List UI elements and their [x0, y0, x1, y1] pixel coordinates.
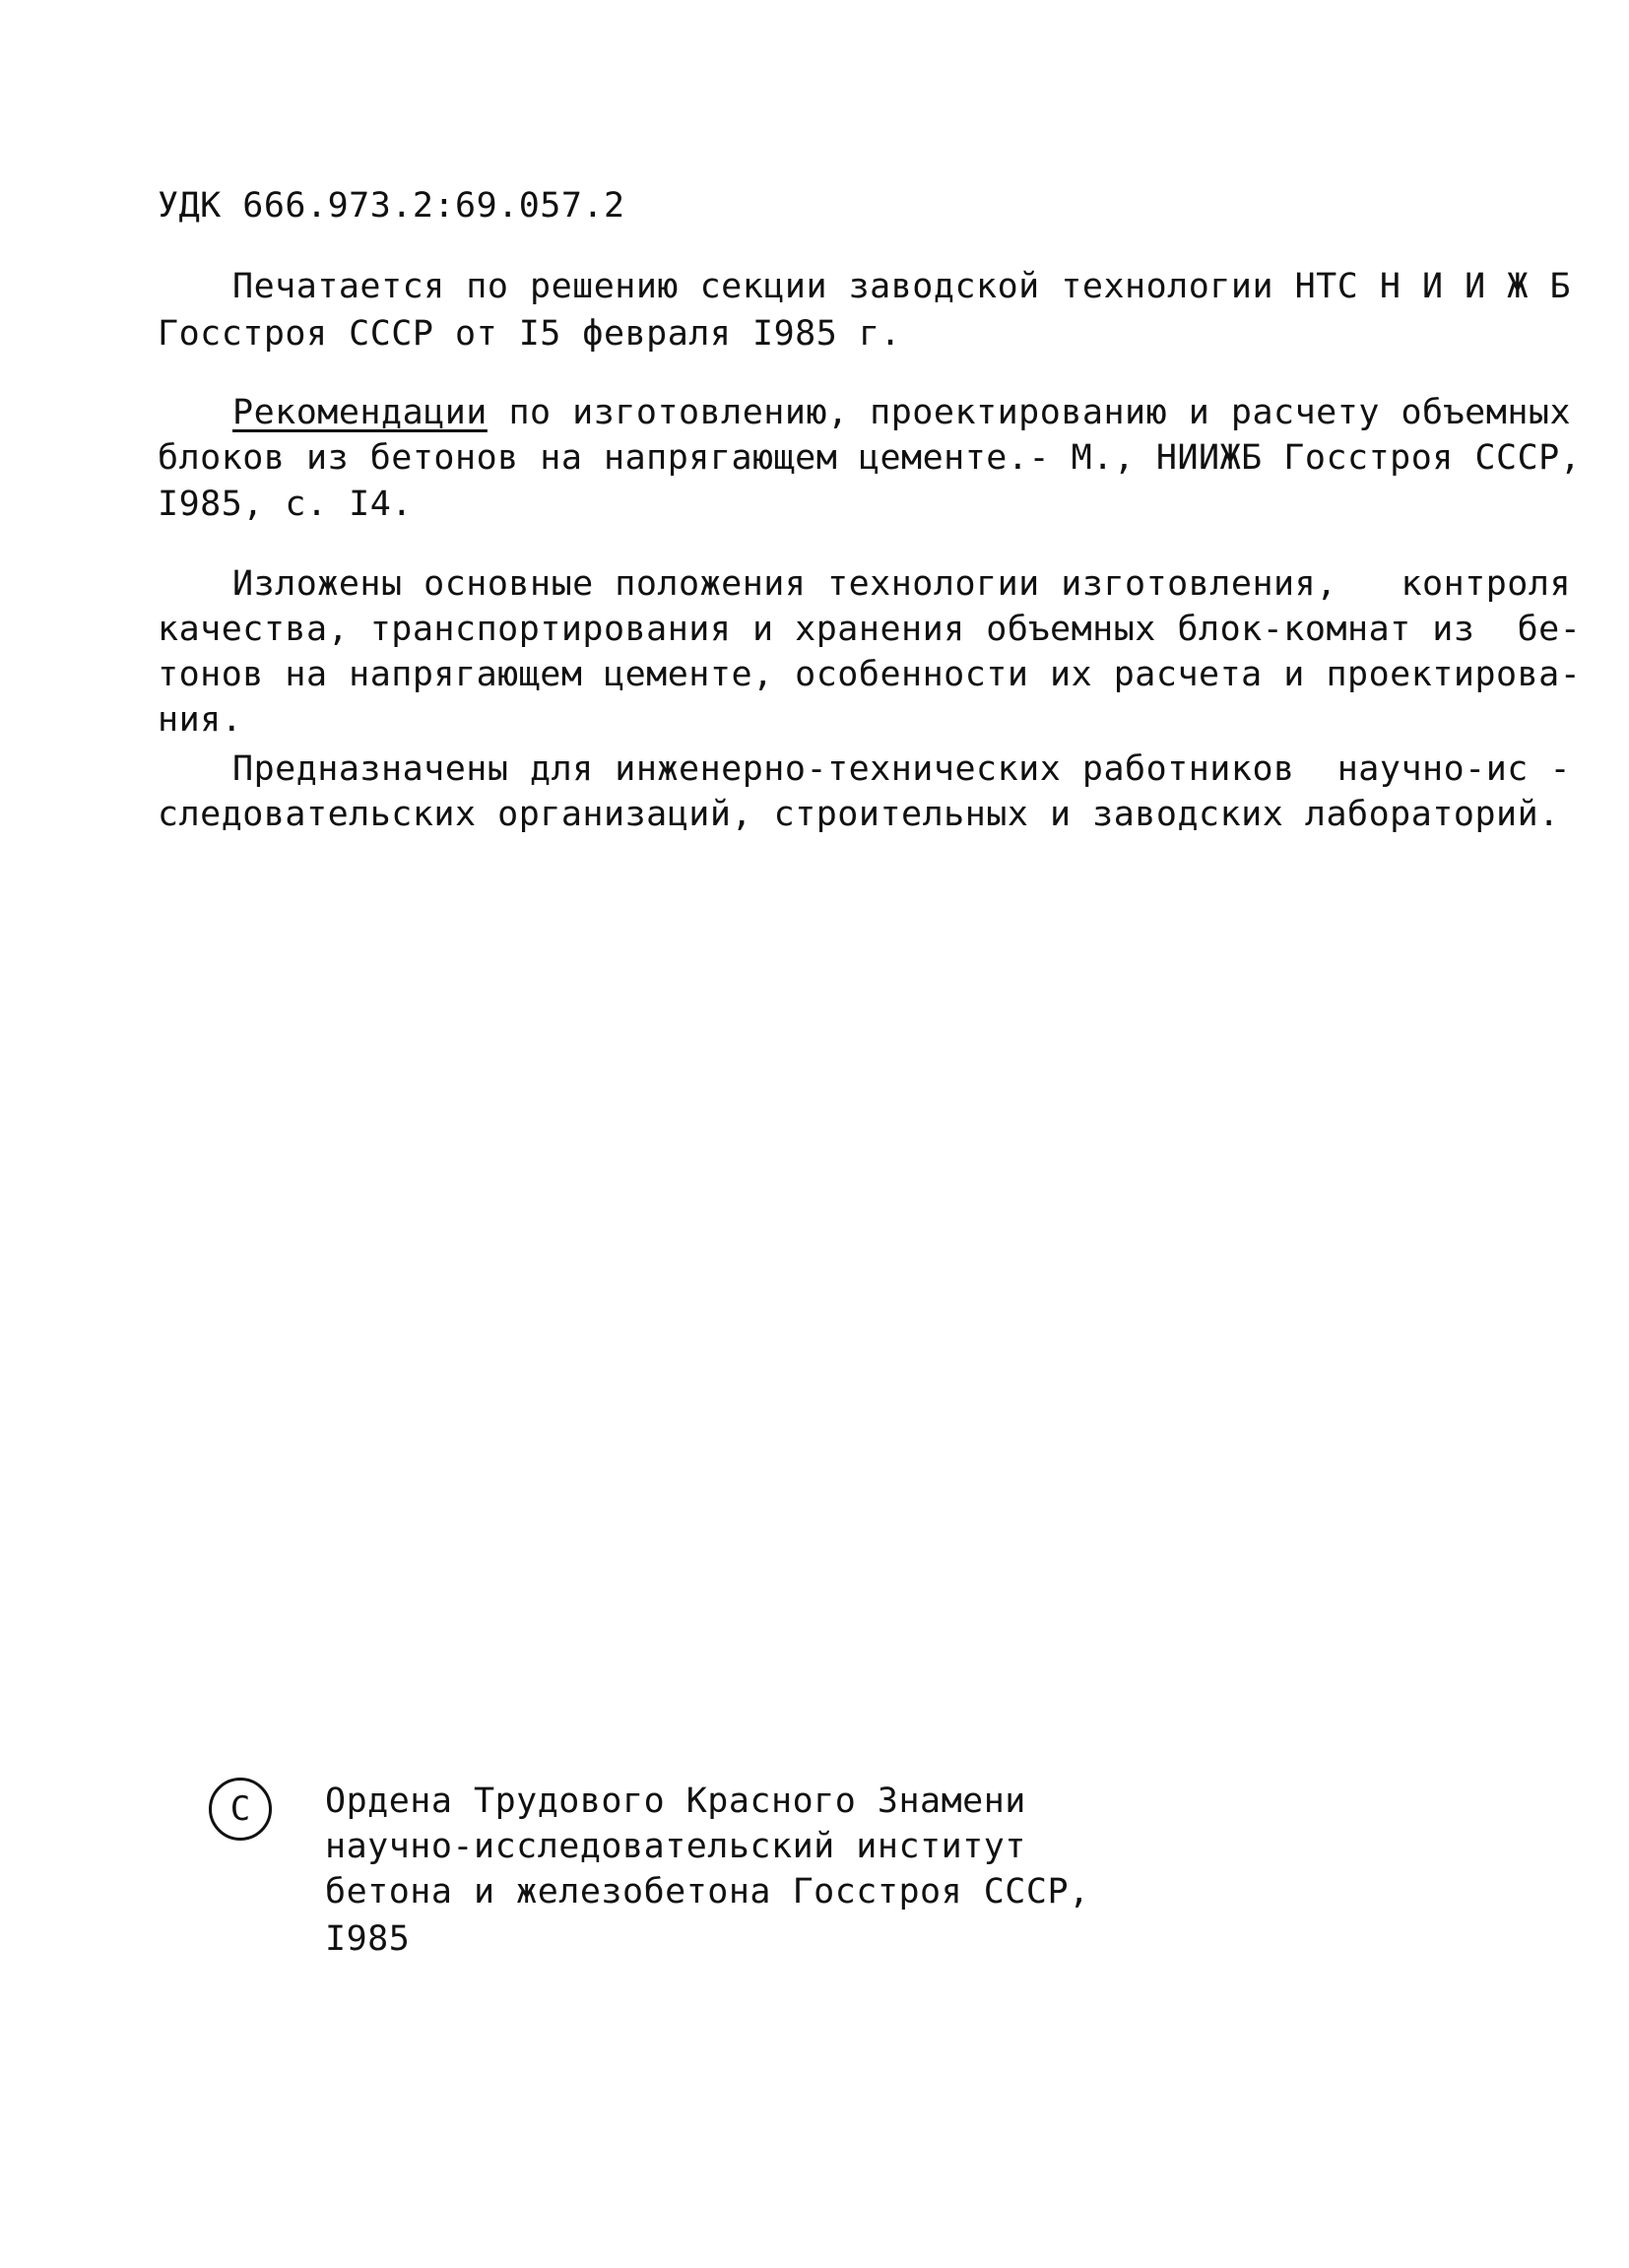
copyright-line-4: I985 [325, 1919, 411, 1959]
abstract-line-4: ния. [158, 700, 243, 740]
copyright-line-2: научно-исследовательский институт [325, 1827, 1026, 1866]
audience-line-1: Предназначены для инженерно-технических работников научно-ис - [232, 749, 1572, 789]
copyright-line-3: бетона и железобетона Госстроя СССР, [325, 1872, 1090, 1912]
abstract-line-2: качества, транспортирования и хранения объемных блок-комнат из бе- [158, 610, 1582, 649]
copyright-line-1: Ордена Трудового Красного Знамени [325, 1782, 1026, 1821]
print-decision-line-1: Печатается по решению секции заводской технологии НТС Н И И Ж Б [232, 267, 1572, 306]
citation-line-1 [232, 390, 1572, 435]
copyright-icon [209, 1778, 272, 1841]
citation-title: Рекомендации [232, 393, 488, 432]
udk-code: УДК 666.973.2:69.057.2 [158, 186, 625, 226]
citation-line-3: I985, с. I4. [158, 485, 413, 524]
citation-line-1-rest: по изготовлению, проектированию и расчету объемных [487, 393, 1572, 432]
citation-line-2: блоков из бетонов на напрягающем цементе.- М., НИИЖБ Госстроя СССР, [158, 438, 1582, 478]
abstract-line-3: тонов на напрягающем цементе, особенности их расчета и проектирова- [158, 655, 1582, 694]
audience-line-2: следовательских организаций, строительных и заводских лабораторий. [158, 795, 1560, 834]
copyright-symbol: C [229, 1789, 251, 1829]
abstract-line-1: Изложены основные положения технологии изготовления, контроля [232, 564, 1572, 604]
print-decision-line-2: Госстроя СССР от I5 февраля I985 г. [158, 314, 902, 354]
